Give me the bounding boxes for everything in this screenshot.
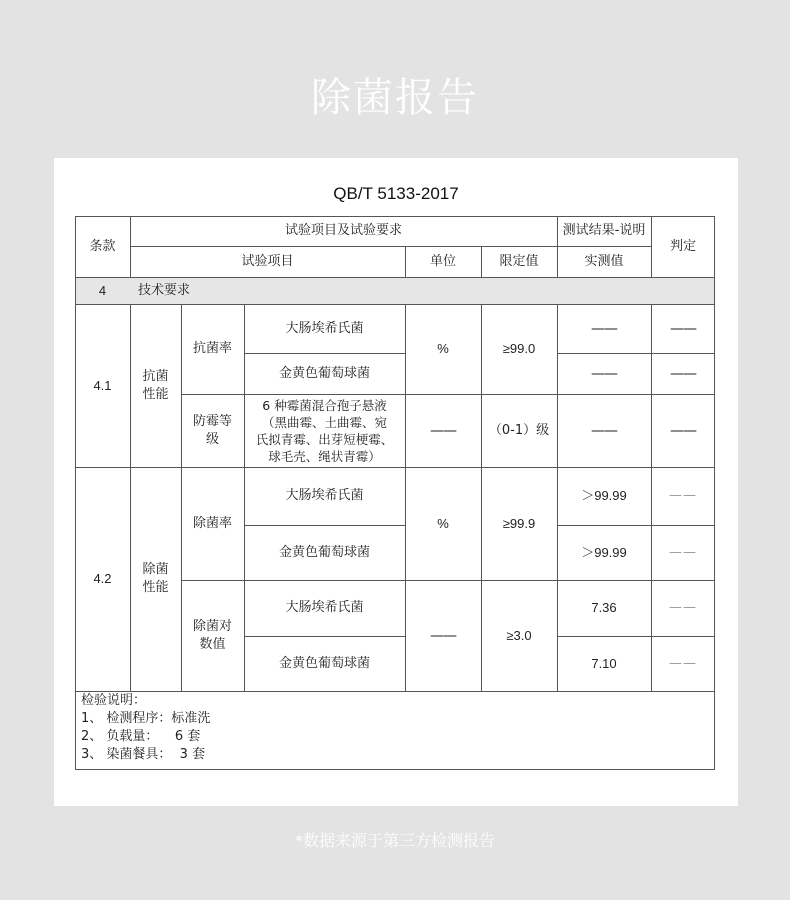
judgement-dash: —— [669, 600, 697, 615]
judgement-dash: —— [670, 365, 696, 382]
result-ecoli-rate: ＞99.99 [581, 488, 627, 503]
result-dash: —— [591, 422, 617, 439]
header-unit: 单位 [429, 253, 456, 269]
section-clause: 4 [98, 282, 107, 298]
organism-ecoli: 大肠埃希氏菌 [285, 600, 364, 615]
header-measured: 实测值 [584, 253, 624, 269]
header-limit: 限定值 [499, 253, 539, 269]
category-sterilization: 除菌 性能 [142, 562, 169, 595]
mold-description: 6 种霉菌混合孢子悬液 （黑曲霉、土曲霉、宛 氏拟青霉、出芽短梗霉、 球毛壳、绳状青霉） [255, 397, 394, 464]
judgement-dash: —— [670, 422, 696, 439]
clause-4-1: 4.1 [93, 377, 112, 393]
result-dash: —— [591, 320, 617, 337]
header-test-item: 试验项目 [241, 253, 294, 269]
organism-staph: 金黄色葡萄球菌 [278, 655, 370, 671]
organism-ecoli: 大肠埃希氏菌 [285, 488, 364, 503]
table-line [75, 769, 715, 770]
category-antibacterial: 抗菌 性能 [142, 368, 169, 402]
unit-percent: % [437, 341, 449, 356]
limit-sterilization-rate: ≥99.9 [502, 515, 536, 531]
data-source-footnote: *数据来源于第三方检测报告 [294, 831, 495, 850]
mold-grade-label: 防霉等 级 [192, 413, 232, 447]
result-staph-rate: ＞99.99 [581, 544, 627, 560]
standard-title: QB/T 5133-2017 [333, 184, 459, 203]
organism-staph: 金黄色葡萄球菌 [278, 544, 370, 560]
header-result-description: 测试结果-说明 [562, 223, 646, 238]
unit-dash: —— [430, 627, 456, 644]
judgement-dash: —— [669, 488, 697, 503]
organism-ecoli: 大肠埃希氏菌 [285, 320, 364, 336]
log-reduction-label: 除菌对 数值 [192, 618, 232, 652]
header-items-requirements: 试验项目及试验要求 [284, 223, 402, 238]
notes-line-procedure: 1、 检测程序：标准洗 [81, 711, 211, 726]
unit-dash: —— [430, 422, 456, 439]
limit-antibacterial: ≥99.0 [502, 341, 536, 356]
result-dash: —— [591, 365, 617, 382]
limit-mold-grade: （0-1）级 [488, 422, 550, 438]
antibacterial-rate-label: 抗菌率 [192, 341, 232, 356]
notes-line-load: 2、 负载量： 6 套 [81, 729, 201, 744]
judgement-dash: —— [669, 655, 697, 671]
report-card [54, 158, 738, 806]
sterilization-rate-label: 除菌率 [192, 515, 232, 531]
organism-staph: 金黄色葡萄球菌 [278, 365, 370, 381]
limit-log-reduction: ≥3.0 [506, 627, 532, 643]
header-clause: 条款 [89, 238, 116, 254]
unit-percent: % [437, 515, 449, 531]
section-title: 技术要求 [138, 282, 191, 298]
header-judgement: 判定 [669, 238, 696, 254]
result-staph-log: 7.10 [591, 655, 617, 671]
notes-title: 检验说明： [81, 693, 147, 708]
judgement-dash: —— [669, 544, 697, 560]
test-notes [81, 692, 210, 764]
result-ecoli-log: 7.36 [591, 600, 617, 615]
notes-line-dishes: 3、 染菌餐具： 3 套 [81, 747, 206, 762]
test-report-table [75, 216, 715, 769]
page-title: 除菌报告 [311, 75, 479, 121]
judgement-dash: —— [670, 320, 696, 337]
clause-4-2: 4.2 [93, 571, 112, 586]
